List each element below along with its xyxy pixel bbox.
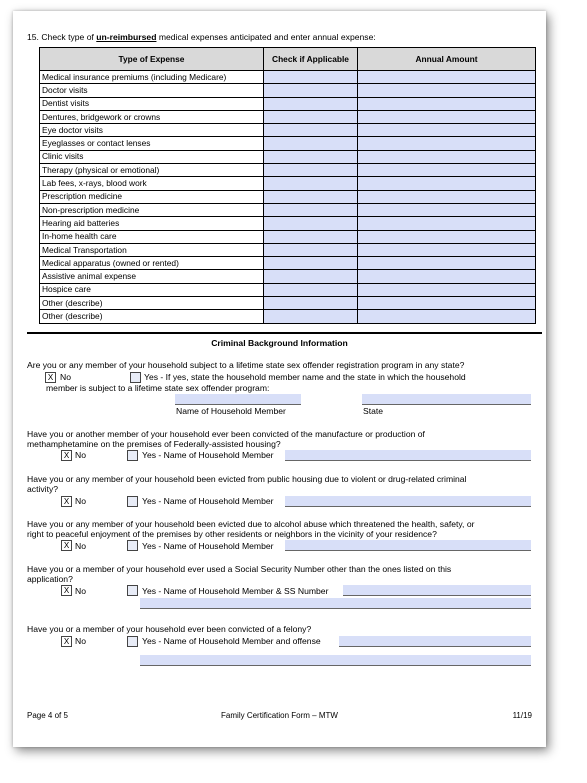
expense-type-cell: Medical insurance premiums (including Medicare) xyxy=(40,71,264,84)
expense-type-cell: Eye doctor visits xyxy=(40,124,264,137)
annual-amount-cell[interactable] xyxy=(358,270,536,283)
applicable-checkbox-cell[interactable] xyxy=(264,243,358,256)
q4-yes-label: Yes - Name of Household Member xyxy=(142,541,274,551)
q4-text-line2: right to peaceful enjoyment of the premises by other residents or neighbors in the vicinity of your residence? xyxy=(27,529,437,539)
section-divider xyxy=(27,332,542,334)
table-row xyxy=(40,84,536,97)
medical-expense-table xyxy=(39,47,536,324)
expense-type-cell: Clinic visits xyxy=(40,150,264,163)
expense-type-cell: Hospice care xyxy=(40,283,264,296)
annual-amount-cell[interactable] xyxy=(358,124,536,137)
expense-type-cell: Doctor visits xyxy=(40,84,264,97)
table-header-row xyxy=(40,48,536,71)
applicable-checkbox-cell[interactable] xyxy=(264,71,358,84)
annual-amount-cell[interactable] xyxy=(358,150,536,163)
q3-no-checkbox[interactable]: X xyxy=(61,496,72,507)
q1-state-caption: State xyxy=(363,406,384,416)
q1-state-field[interactable] xyxy=(362,394,531,405)
q1-text: Are you or any member of your household subject to a lifetime state sex offender registration program in any state? xyxy=(27,360,465,370)
q4-no-label: No xyxy=(75,541,86,551)
table-row xyxy=(40,177,536,190)
q4-member-name-field[interactable] xyxy=(285,540,531,551)
expense-type-cell: Other (describe) xyxy=(40,310,264,323)
q6-offense-field-line2[interactable] xyxy=(140,655,531,666)
q2-member-name-field[interactable] xyxy=(285,450,531,461)
annual-amount-cell[interactable] xyxy=(358,84,536,97)
q2-no-checkbox[interactable]: X xyxy=(61,450,72,461)
table-row xyxy=(40,310,536,323)
q1-no-checkbox[interactable]: X xyxy=(45,372,56,383)
q6-offense-field[interactable] xyxy=(339,636,531,647)
annual-amount-cell[interactable] xyxy=(358,230,536,243)
table-row xyxy=(40,297,536,310)
q4-no-checkbox[interactable]: X xyxy=(61,540,72,551)
annual-amount-cell[interactable] xyxy=(358,164,536,177)
q3-no-label: No xyxy=(75,496,86,506)
table-row xyxy=(40,257,536,270)
annual-amount-cell[interactable] xyxy=(358,190,536,203)
q6-yes-checkbox[interactable] xyxy=(127,636,138,647)
q5-text-line1: Have you or a member of your household ever used a Social Security Number other than the ones listed on this xyxy=(27,564,452,574)
annual-amount-cell[interactable] xyxy=(358,97,536,110)
applicable-checkbox-cell[interactable] xyxy=(264,190,358,203)
table-row xyxy=(40,203,536,216)
q6-no-label: No xyxy=(75,636,86,646)
q15-instruction xyxy=(27,32,376,42)
expense-type-cell: Dentures, bridgework or crowns xyxy=(40,110,264,123)
q2-yes-label: Yes - Name of Household Member xyxy=(142,450,274,460)
q15-emphasis: un-reimbursed xyxy=(96,32,157,42)
annual-amount-cell[interactable] xyxy=(358,243,536,256)
footer-date: 11/19 xyxy=(512,711,532,720)
q4-text-line1: Have you or any member of your household been evicted due to alcohol abuse which threatened the health, safety, or xyxy=(27,519,475,529)
applicable-checkbox-cell[interactable] xyxy=(264,230,358,243)
annual-amount-cell[interactable] xyxy=(358,297,536,310)
q5-yes-checkbox[interactable] xyxy=(127,585,138,596)
header-check-if-applicable: Check if Applicable xyxy=(264,48,358,71)
applicable-checkbox-cell[interactable] xyxy=(264,297,358,310)
table-row xyxy=(40,217,536,230)
applicable-checkbox-cell[interactable] xyxy=(264,310,358,323)
expense-type-cell: Assistive animal expense xyxy=(40,270,264,283)
form-page xyxy=(13,11,546,747)
annual-amount-cell[interactable] xyxy=(358,203,536,216)
q6-yes-label: Yes - Name of Household Member and offense xyxy=(142,636,321,646)
applicable-checkbox-cell[interactable] xyxy=(264,137,358,150)
expense-type-cell: Medical Transportation xyxy=(40,243,264,256)
q5-member-ssn-field[interactable] xyxy=(343,585,531,596)
q15-suffix: medical expenses anticipated and enter annual expense: xyxy=(156,32,376,42)
annual-amount-cell[interactable] xyxy=(358,137,536,150)
applicable-checkbox-cell[interactable] xyxy=(264,283,358,296)
q15-prefix: 15. Check type of xyxy=(27,32,97,42)
q1-name-caption: Name of Household Member xyxy=(176,406,286,416)
q1-member-name-field[interactable] xyxy=(175,394,301,405)
q2-yes-checkbox[interactable] xyxy=(127,450,138,461)
q2-text-line2: methamphetamine on the premises of Federally-assisted housing? xyxy=(27,439,281,449)
applicable-checkbox-cell[interactable] xyxy=(264,84,358,97)
applicable-checkbox-cell[interactable] xyxy=(264,217,358,230)
q1-yes-label: Yes - If yes, state the household member name and the state in which the household xyxy=(144,372,466,382)
table-row xyxy=(40,243,536,256)
header-type-of-expense: Type of Expense xyxy=(40,48,264,71)
applicable-checkbox-cell[interactable] xyxy=(264,257,358,270)
criminal-section-title: Criminal Background Information xyxy=(211,338,348,348)
table-row xyxy=(40,270,536,283)
table-row xyxy=(40,110,536,123)
expense-type-cell: Hearing aid batteries xyxy=(40,217,264,230)
expense-type-cell: Dentist visits xyxy=(40,97,264,110)
expense-type-cell: Non-prescription medicine xyxy=(40,203,264,216)
table-row xyxy=(40,164,536,177)
q1-yes-checkbox[interactable] xyxy=(130,372,141,383)
table-row xyxy=(40,230,536,243)
applicable-checkbox-cell[interactable] xyxy=(264,164,358,177)
q2-text-line1: Have you or another member of your household ever been convicted of the manufacture or production of xyxy=(27,429,425,439)
footer-form-name: Family Certification Form – MTW xyxy=(221,711,338,720)
q5-text-line2: application? xyxy=(27,574,73,584)
q4-yes-checkbox[interactable] xyxy=(127,540,138,551)
table-row xyxy=(40,150,536,163)
table-row xyxy=(40,124,536,137)
expense-type-cell: In-home health care xyxy=(40,230,264,243)
applicable-checkbox-cell[interactable] xyxy=(264,110,358,123)
expense-type-cell: Medical apparatus (owned or rented) xyxy=(40,257,264,270)
table-row xyxy=(40,71,536,84)
annual-amount-cell[interactable] xyxy=(358,310,536,323)
q6-no-checkbox[interactable]: X xyxy=(61,636,72,647)
q1-yes-label-cont: member is subject to a lifetime state sex offender program: xyxy=(46,383,270,393)
annual-amount-cell[interactable] xyxy=(358,71,536,84)
q3-yes-checkbox[interactable] xyxy=(127,496,138,507)
footer-page-number: Page 4 of 5 xyxy=(27,711,68,720)
q3-member-name-field[interactable] xyxy=(285,496,531,507)
q5-no-label: No xyxy=(75,586,86,596)
q3-text-line2: activity? xyxy=(27,484,59,494)
annual-amount-cell[interactable] xyxy=(358,110,536,123)
header-annual-amount: Annual Amount xyxy=(358,48,536,71)
expense-type-cell: Eyeglasses or contact lenses xyxy=(40,137,264,150)
q2-no-label: No xyxy=(75,450,86,460)
expense-type-cell: Lab fees, x-rays, blood work xyxy=(40,177,264,190)
q6-text: Have you or a member of your household ever been convicted of a felony? xyxy=(27,624,312,634)
expense-type-cell: Other (describe) xyxy=(40,297,264,310)
applicable-checkbox-cell[interactable] xyxy=(264,270,358,283)
table-row xyxy=(40,97,536,110)
expense-type-cell: Therapy (physical or emotional) xyxy=(40,164,264,177)
table-row xyxy=(40,137,536,150)
q5-no-checkbox[interactable]: X xyxy=(61,585,72,596)
q5-member-ssn-field-line2[interactable] xyxy=(140,598,531,609)
table-row xyxy=(40,283,536,296)
q5-yes-label: Yes - Name of Household Member & SS Number xyxy=(142,586,329,596)
applicable-checkbox-cell[interactable] xyxy=(264,124,358,137)
q1-no-label: No xyxy=(60,372,71,382)
annual-amount-cell[interactable] xyxy=(358,257,536,270)
annual-amount-cell[interactable] xyxy=(358,283,536,296)
applicable-checkbox-cell[interactable] xyxy=(264,97,358,110)
q3-text-line1: Have you or any member of your household been evicted from public housing due to violent or drug-related criminal xyxy=(27,474,467,484)
applicable-checkbox-cell[interactable] xyxy=(264,177,358,190)
expense-type-cell: Prescription medicine xyxy=(40,190,264,203)
table-row xyxy=(40,190,536,203)
applicable-checkbox-cell[interactable] xyxy=(264,150,358,163)
expense-rows xyxy=(40,71,536,324)
applicable-checkbox-cell[interactable] xyxy=(264,203,358,216)
annual-amount-cell[interactable] xyxy=(358,217,536,230)
q3-yes-label: Yes - Name of Household Member xyxy=(142,496,274,506)
annual-amount-cell[interactable] xyxy=(358,177,536,190)
